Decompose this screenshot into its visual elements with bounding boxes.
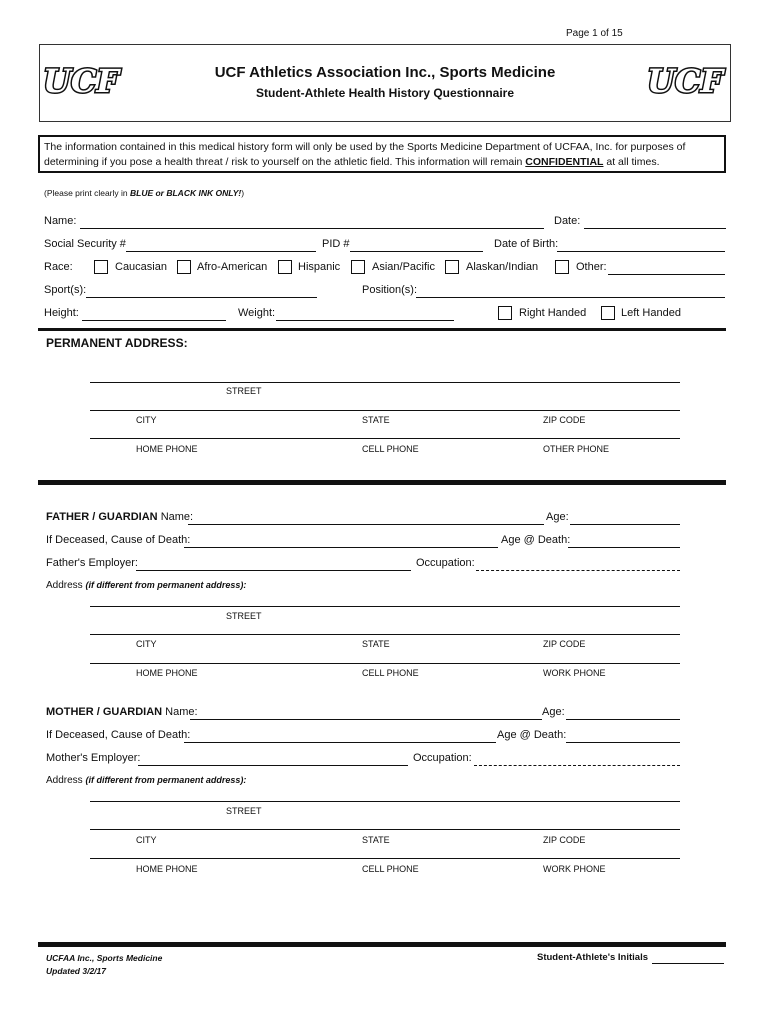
- date-field[interactable]: [584, 228, 726, 229]
- right-handed-label: Right Handed: [519, 307, 587, 319]
- footer-org: UCFAA Inc., Sports Medicine: [46, 953, 163, 963]
- afro-american-checkbox[interactable]: [177, 260, 191, 274]
- permanent-address-heading: PERMANENT ADDRESS:: [46, 336, 188, 350]
- mother-phones-field[interactable]: [90, 858, 680, 859]
- mother-zip-label: ZIP CODE: [543, 835, 586, 845]
- father-name-label: [46, 511, 193, 523]
- father-cell-phone-label: CELL PHONE: [362, 668, 419, 678]
- hispanic-checkbox[interactable]: [278, 260, 292, 274]
- afro-american-label: Afro-American: [197, 261, 268, 273]
- perm-state-label: STATE: [362, 415, 390, 425]
- page-title: UCF Athletics Association Inc., Sports Medicine: [214, 64, 556, 81]
- father-home-phone-label: HOME PHONE: [136, 668, 198, 678]
- pid-label: PID #: [322, 238, 350, 250]
- name-field[interactable]: [80, 228, 544, 229]
- alaskan-indian-checkbox[interactable]: [445, 260, 459, 274]
- height-label: Height:: [44, 307, 79, 319]
- father-name-field[interactable]: [188, 524, 544, 525]
- mother-name-label: [46, 706, 198, 718]
- footer-divider: [38, 942, 726, 947]
- right-handed-checkbox[interactable]: [498, 306, 512, 320]
- father-employer-label: Father's Employer:: [46, 557, 138, 569]
- father-address-label: [46, 580, 246, 591]
- perm-street-field[interactable]: [90, 382, 680, 383]
- other-race-label: Other:: [576, 261, 607, 273]
- mother-city-state-zip-field[interactable]: [90, 829, 680, 830]
- alaskan-indian-label: Alaskan/Indian: [466, 261, 539, 273]
- positions-field[interactable]: [416, 297, 725, 298]
- footer-updated: Updated 3/2/17: [46, 966, 106, 976]
- instruction-text: ): [241, 188, 245, 198]
- date-label: Date:: [554, 215, 581, 227]
- mother-street-field[interactable]: [90, 801, 680, 802]
- mother-age-label: Age:: [542, 706, 565, 718]
- father-deceased-label: If Deceased, Cause of Death:: [46, 534, 191, 546]
- race-label: Race:: [44, 261, 73, 273]
- initials-label: Student-Athlete's Initials: [537, 952, 648, 963]
- perm-phones-field[interactable]: [90, 438, 680, 439]
- mother-city-label: CITY: [136, 835, 157, 845]
- father-zip-label: ZIP CODE: [543, 639, 586, 649]
- name-label: Name:: [44, 215, 77, 227]
- father-work-phone-label: WORK PHONE: [543, 668, 606, 678]
- height-field[interactable]: [82, 320, 226, 321]
- father-street-field[interactable]: [90, 606, 680, 607]
- instruction-emphasis: BLUE or BLACK INK ONLY!: [129, 188, 242, 198]
- other-race-checkbox[interactable]: [555, 260, 569, 274]
- ink-instruction: [44, 188, 244, 198]
- father-city-label: CITY: [136, 639, 157, 649]
- father-age-at-death-label: Age @ Death:: [501, 534, 571, 546]
- address-text: Address: [46, 580, 86, 591]
- other-race-field[interactable]: [608, 274, 725, 275]
- caucasian-checkbox[interactable]: [94, 260, 108, 274]
- dob-field[interactable]: [557, 251, 725, 252]
- caucasian-label: Caucasian: [115, 261, 167, 273]
- page-subtitle: Student-Athlete Health History Questionnaire: [255, 86, 515, 100]
- notice-text: determining if you pose a health threat / risk to yourself on the athletic field. This information will remain: [44, 156, 526, 168]
- positions-label: Position(s):: [362, 284, 418, 296]
- logo-text: UCF: [646, 62, 724, 100]
- perm-street-label: STREET: [226, 386, 262, 396]
- sports-label: Sport(s):: [44, 284, 87, 296]
- mother-deceased-label: If Deceased, Cause of Death:: [46, 729, 191, 741]
- mother-occupation-label: Occupation:: [413, 752, 472, 764]
- perm-zip-label: ZIP CODE: [543, 415, 586, 425]
- mother-name-field[interactable]: [190, 719, 542, 720]
- mother-employer-field[interactable]: [138, 765, 408, 766]
- mother-age-field[interactable]: [566, 719, 680, 720]
- mother-state-label: STATE: [362, 835, 390, 845]
- mother-cause-of-death-field[interactable]: [184, 742, 496, 743]
- mother-occupation-field[interactable]: [474, 765, 680, 766]
- mother-work-phone-label: WORK PHONE: [543, 864, 606, 874]
- mother-age-at-death-field[interactable]: [566, 742, 680, 743]
- father-phones-field[interactable]: [90, 663, 680, 664]
- hispanic-label: Hispanic: [298, 261, 341, 273]
- perm-home-phone-label: HOME PHONE: [136, 444, 198, 454]
- sports-field[interactable]: [86, 297, 317, 298]
- weight-field[interactable]: [276, 320, 454, 321]
- father-age-at-death-field[interactable]: [568, 547, 680, 548]
- pid-field[interactable]: [350, 251, 483, 252]
- father-city-state-zip-field[interactable]: [90, 634, 680, 635]
- notice-line-2: [44, 156, 660, 168]
- initials-field[interactable]: [652, 963, 724, 964]
- mother-street-label: STREET: [226, 806, 262, 816]
- weight-label: Weight:: [238, 307, 276, 319]
- ssn-field[interactable]: [126, 251, 316, 252]
- header-box: [39, 44, 731, 122]
- logo-text: UCF: [42, 62, 120, 100]
- confidential-label: CONFIDENTIAL: [525, 156, 604, 168]
- perm-city-label: CITY: [136, 415, 157, 425]
- father-cause-of-death-field[interactable]: [184, 547, 498, 548]
- asian-pacific-label: Asian/Pacific: [372, 261, 435, 273]
- mother-label: MOTHER / GUARDIAN: [46, 706, 163, 718]
- mother-employer-label: Mother's Employer:: [46, 752, 141, 764]
- address-note: (if different from permanent address):: [85, 775, 247, 785]
- perm-other-phone-label: OTHER PHONE: [543, 444, 610, 454]
- asian-pacific-checkbox[interactable]: [351, 260, 365, 274]
- left-handed-label: Left Handed: [621, 307, 681, 319]
- mother-cell-phone-label: CELL PHONE: [362, 864, 419, 874]
- section-divider: [38, 328, 726, 331]
- page-number: Page 1 of 15: [566, 28, 623, 39]
- father-employer-field[interactable]: [136, 570, 411, 571]
- mother-age-at-death-label: Age @ Death:: [497, 729, 567, 741]
- mother-home-phone-label: HOME PHONE: [136, 864, 198, 874]
- address-note: (if different from permanent address):: [85, 580, 247, 590]
- instruction-text: (Please print clearly in: [44, 188, 130, 198]
- ssn-label: Social Security #: [44, 238, 126, 250]
- name-text: Name:: [157, 511, 194, 523]
- father-street-label: STREET: [226, 611, 262, 621]
- left-handed-checkbox[interactable]: [601, 306, 615, 320]
- section-divider: [38, 480, 726, 485]
- dob-label: Date of Birth:: [494, 238, 559, 250]
- name-text: Name:: [162, 706, 198, 718]
- notice-text: at all times.: [603, 156, 660, 168]
- address-text: Address: [46, 775, 86, 786]
- mother-address-label: [46, 775, 246, 786]
- perm-cell-phone-label: CELL PHONE: [362, 444, 419, 454]
- father-occupation-field[interactable]: [476, 570, 680, 571]
- father-label: FATHER / GUARDIAN: [46, 511, 158, 523]
- father-age-label: Age:: [546, 511, 569, 523]
- father-occupation-label: Occupation:: [416, 557, 475, 569]
- perm-city-state-zip-field[interactable]: [90, 410, 680, 411]
- father-age-field[interactable]: [570, 524, 680, 525]
- father-state-label: STATE: [362, 639, 390, 649]
- notice-line-1: The information contained in this medical history form will only be used by the Sports Medicine Department of UCFAA, Inc. for purposes of: [44, 141, 686, 153]
